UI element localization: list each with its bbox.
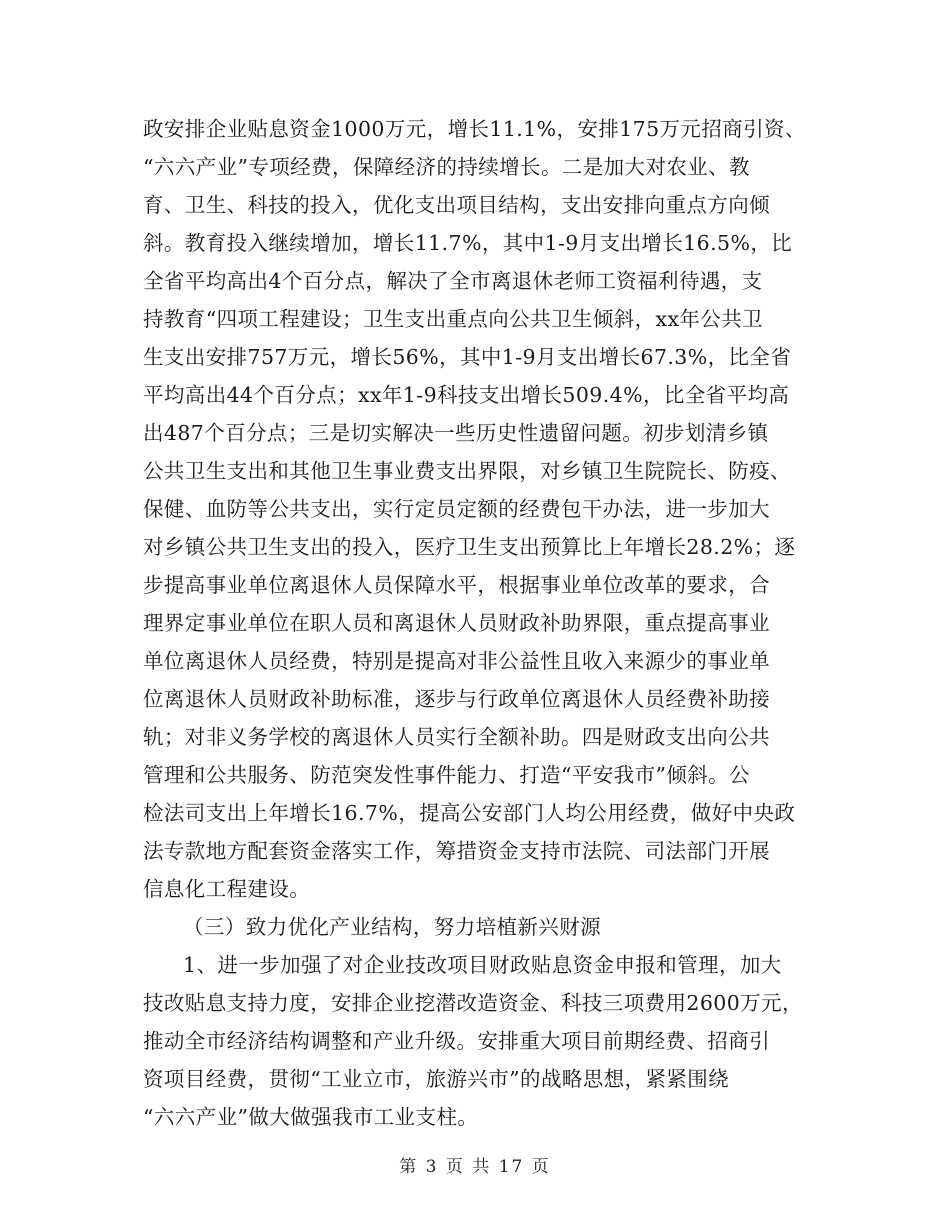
- paragraph-line: 资项目经费，贯彻“工业立市，旅游兴市”的战略思想，紧紧围绕: [143, 1067, 730, 1091]
- body-line: 步提高事业单位离退休人员保障水平，根据事业单位改革的要求，合: [143, 573, 770, 597]
- body-line: 持教育“四项工程建设；卫生支出重点向公共卫生倾斜，xx年公共卫: [143, 307, 764, 331]
- body-line: 对乡镇公共卫生支出的投入，医疗卫生支出预算比上年增长28.2%；逐: [143, 535, 796, 559]
- body-line: 平均高出44个百分点；xx年1-9科技支出增长509.4%，比全省平均高: [143, 383, 790, 407]
- body-line: 保健、血防等公共支出，实行定员定额的经费包干办法，进一步加大: [143, 497, 770, 521]
- body-line: 检法司支出上年增长16.7%，提高公安部门人均公用经费，做好中央政: [143, 801, 796, 825]
- body-line: 信息化工程建设。: [143, 877, 311, 901]
- paragraph-line: 推动全市经济结构调整和产业升级。安排重大项目前期经费、招商引: [143, 1029, 770, 1053]
- body-line: 管理和公共服务、防范突发性事件能力、打造“平安我市”倾斜。公: [143, 763, 750, 787]
- paragraph-line: 1、进一步加强了对企业技改项目财政贴息资金申报和管理，加大: [183, 953, 782, 977]
- body-line: 全省平均高出4个百分点，解决了全市离退休老师工资福利待遇，支: [143, 269, 763, 293]
- body-line: 育、卫生、科技的投入，优化支出项目结构，支出安排向重点方向倾: [143, 193, 770, 217]
- paragraph-line: 技改贴息支持力度，安排企业挖潜改造资金、科技三项费用2600万元，: [143, 991, 803, 1015]
- body-line: 位离退休人员财政补助标准，逐步与行政单位离退休人员经费补助接: [143, 687, 770, 711]
- body-line: 生支出安排757万元，增长56%，其中1-9月支出增长67.3%，比全省: [143, 345, 792, 369]
- body-line: 斜。教育投入继续增加，增长11.7%，其中1-9月支出增长16.5%，比: [143, 231, 793, 255]
- body-line: 轨；对非义务学校的离退休人员实行全额补助。四是财政支出向公共: [143, 725, 770, 749]
- body-line: “六六产业”专项经费，保障经济的持续增长。二是加大对农业、教: [143, 155, 750, 179]
- page-footer: 第 3 页 共 17 页: [399, 1157, 551, 1177]
- body-line: 出487个百分点；三是切实解决一些历史性遗留问题。初步划清乡镇: [143, 421, 769, 445]
- body-line: 理界定事业单位在职人员和离退休人员财政补助界限，重点提高事业: [143, 611, 770, 635]
- paragraph-line: “六六产业”做大做强我市工业支柱。: [143, 1105, 479, 1129]
- body-line: 法专款地方配套资金落实工作，筹措资金支持市法院、司法部门开展: [143, 839, 770, 863]
- body-line: 政安排企业贴息资金1000万元，增长11.1%，安排175万元招商引资、: [143, 117, 806, 141]
- body-line: 单位离退休人员经费，特别是提高对非公益性且收入来源少的事业单: [143, 649, 770, 673]
- section-heading: （三）致力优化产业结构，努力培植新兴财源: [183, 915, 601, 939]
- body-line: 公共卫生支出和其他卫生事业费支出界限，对乡镇卫生院院长、防疫、: [143, 459, 791, 483]
